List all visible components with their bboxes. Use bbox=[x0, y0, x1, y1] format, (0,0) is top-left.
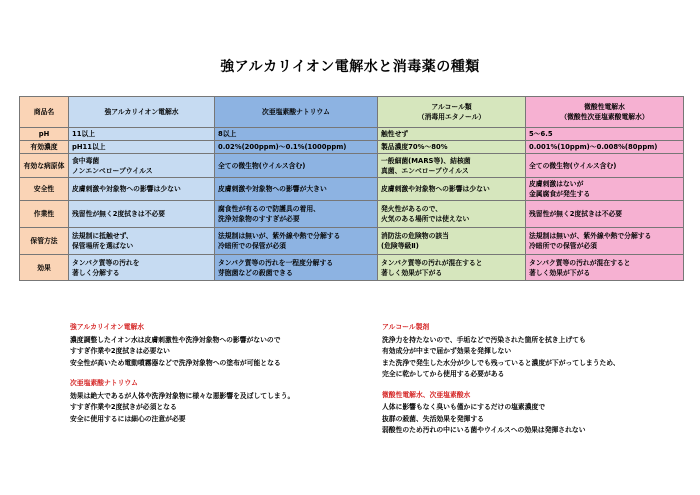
row-label: 安全性 bbox=[20, 178, 69, 201]
cell-text: 皮膚刺激はないが bbox=[529, 180, 584, 188]
table-row bbox=[20, 201, 684, 228]
note-heading: 次亜塩素酸ナトリウム bbox=[70, 379, 138, 387]
cell-text: 法規制は無いが、紫外線や熱で分解する bbox=[218, 232, 341, 240]
note-line: すすぎ作業や2度拭きが必須となる bbox=[70, 403, 177, 411]
cell-text: 真菌、エンベロープウイルス bbox=[381, 166, 469, 175]
note-heading: 微酸性電解水、次亜塩素酸水 bbox=[382, 390, 471, 399]
table-cell bbox=[526, 128, 684, 141]
note-line: 安全性が高いため電動噴霧器などで洗浄対象物への塗布が可能となる bbox=[70, 358, 281, 367]
table-header-row bbox=[20, 97, 684, 128]
note-line: 安全に使用するには細心の注意が必要 bbox=[70, 414, 186, 423]
cell-text: 0.02%(200ppm)～0.1%(1000ppm) bbox=[218, 143, 347, 151]
table-cell bbox=[69, 128, 215, 141]
note-line: すすぎ作業や2度拭きは必要ない bbox=[70, 347, 170, 355]
note-heading: アルコール製剤 bbox=[382, 323, 430, 331]
cell-text: 触性せず bbox=[381, 130, 409, 138]
row-label: 効果 bbox=[20, 255, 69, 281]
note-line: 人体に影響もなく臭いも僅かにするだけの塩素濃度で bbox=[382, 403, 546, 411]
cell-text: タンパク質等の汚れを一程度分解する bbox=[218, 258, 334, 267]
table-row bbox=[20, 255, 684, 281]
cell-text: 残留性が無く2度拭きは不必要 bbox=[72, 210, 166, 218]
table-cell bbox=[215, 178, 378, 201]
header-text: （消毒用エタノール） bbox=[417, 113, 486, 121]
table-cell bbox=[526, 228, 684, 255]
cell-text: 冷暗所での保管が必須 bbox=[529, 242, 597, 250]
cell-text: 芽胞菌などの殺菌できる bbox=[218, 268, 293, 277]
cell-text: 法規制に抵触せず、 bbox=[72, 232, 133, 240]
table-row bbox=[20, 154, 684, 178]
cell-text: 全ての微生物(ウイルス含む) bbox=[218, 161, 306, 170]
table-cell bbox=[378, 178, 526, 201]
cell-text: 残留性が無く2度拭きは不必要 bbox=[529, 210, 623, 218]
table-cell bbox=[69, 255, 215, 281]
cell-text: (危険等級Ⅱ) bbox=[381, 242, 419, 250]
row-label: 保管方法 bbox=[20, 228, 69, 255]
table-cell bbox=[526, 201, 684, 228]
column-header bbox=[526, 97, 684, 128]
table-cell bbox=[378, 255, 526, 281]
cell-text: 皮膚刺激や対象物への影響は少ない bbox=[381, 185, 490, 193]
page-title: 強アルカリイオン電解水と消毒薬の種類 bbox=[220, 59, 480, 75]
cell-text: pH11以上 bbox=[72, 143, 106, 151]
table-cell bbox=[526, 141, 684, 154]
table-row bbox=[20, 128, 684, 141]
table-cell bbox=[378, 141, 526, 154]
table-cell bbox=[378, 228, 526, 255]
table-cell bbox=[526, 178, 684, 201]
table-row bbox=[20, 228, 684, 255]
table-cell bbox=[378, 128, 526, 141]
note-line: 抜群の殺菌、失活効果を発揮する bbox=[382, 414, 484, 423]
note-line: 効果は絶大であるが人体や洗浄対象物に様々な悪影響を及ぼしてしまう。 bbox=[70, 391, 295, 400]
column-header bbox=[215, 97, 378, 128]
cell-text: 皮膚刺激や対象物への影響が大きい bbox=[218, 185, 327, 193]
note-line: 完全に乾かしてから使用する必要がある bbox=[382, 370, 505, 378]
cell-text: 保管場所を選ばない bbox=[72, 242, 134, 250]
note-line: 有効成分が中まで届かず効果を発揮しない bbox=[382, 347, 512, 355]
table-cell bbox=[69, 141, 215, 154]
cell-text: 製品濃度70%～80% bbox=[381, 143, 448, 151]
cell-text: 法規制は無いが、紫外線や熱で分解する bbox=[529, 232, 652, 240]
row-label: 作業性 bbox=[20, 201, 69, 228]
cell-text: 食中毒菌 bbox=[72, 156, 100, 165]
cell-text: 発火性があるので、 bbox=[381, 205, 443, 213]
table-cell bbox=[215, 154, 378, 178]
table-cell bbox=[526, 255, 684, 281]
cell-text: ノンエンベロープウイルス bbox=[72, 166, 153, 175]
table-row bbox=[20, 141, 684, 154]
table-row bbox=[20, 178, 684, 201]
note-line: 弱酸性のため汚れの中にいる菌やウイルスへの効果は発揮されない bbox=[382, 426, 586, 434]
notes-left bbox=[70, 322, 294, 425]
cell-text: 腐食性が有るので防護具の着用、 bbox=[218, 205, 320, 213]
header-text: アルコール類 bbox=[431, 103, 472, 111]
table-cell bbox=[215, 228, 378, 255]
table-cell bbox=[526, 154, 684, 178]
note-line: 濃度調整したイオン水は皮膚刺激性や洗浄対象物への影響がないので bbox=[70, 335, 281, 344]
table-cell bbox=[378, 154, 526, 178]
cell-text: 5～6.5 bbox=[529, 130, 553, 138]
column-header bbox=[69, 97, 215, 128]
header-text: 次亜塩素酸ナトリウム bbox=[262, 108, 330, 116]
note-line: また洗浄で発生した水分が少しでも残っていると濃度が下がってしまうため、 bbox=[382, 358, 620, 367]
cell-text: タンパク質等の汚れを bbox=[72, 258, 140, 267]
cell-text: タンパク質等の汚れが混在すると bbox=[529, 258, 631, 267]
table-cell bbox=[215, 128, 378, 141]
cell-text: 全ての微生物(ウイルス含む) bbox=[529, 161, 617, 170]
table-cell bbox=[378, 201, 526, 228]
cell-text: 8以上 bbox=[218, 130, 237, 138]
table-cell bbox=[69, 178, 215, 201]
cell-text: 消防法の危険物の該当 bbox=[381, 232, 449, 240]
cell-text: 著しく分解する bbox=[72, 268, 120, 277]
cell-text: 皮膚刺激や対象物への影響は少ない bbox=[72, 185, 181, 193]
header-text: 商品名 bbox=[33, 108, 55, 116]
row-label: 有効濃度 bbox=[20, 141, 69, 154]
cell-text: 著しく効果が下がる bbox=[529, 268, 591, 277]
table-cell bbox=[215, 255, 378, 281]
cell-text: 一般細菌(MARS等)、結核菌 bbox=[381, 156, 471, 165]
table-cell bbox=[69, 201, 215, 228]
note-heading: 強アルカリイオン電解水 bbox=[70, 323, 145, 331]
cell-text: 火気のある場所では使えない bbox=[381, 215, 470, 223]
table-cell bbox=[215, 201, 378, 228]
cell-text: 冷暗所での保管が必須 bbox=[218, 242, 286, 250]
cell-text: 11以上 bbox=[72, 130, 96, 138]
cell-text: タンパク質等の汚れが混在すると bbox=[381, 258, 483, 267]
cell-text: 金属腐食が発生する bbox=[529, 190, 591, 198]
cell-text: 洗浄対象物のすすぎが必要 bbox=[218, 215, 300, 223]
table-cell bbox=[69, 228, 215, 255]
comparison-table bbox=[19, 96, 684, 281]
header-text: 強アルカリイオン電解水 bbox=[104, 108, 179, 116]
notes-right bbox=[382, 322, 620, 437]
note-line: 洗浄力を持たないので、手垢などで汚染された箇所を拭き上げても bbox=[382, 335, 586, 344]
column-header bbox=[378, 97, 526, 128]
table-cell bbox=[69, 154, 215, 178]
header-text: 微酸性電解水 bbox=[584, 103, 625, 111]
header-corner bbox=[20, 97, 69, 128]
row-label: 有効な病原体 bbox=[20, 154, 69, 178]
table-cell bbox=[215, 141, 378, 154]
header-text: （微酸性次亜塩素酸電解水） bbox=[560, 113, 649, 121]
cell-text: 0.001%(10ppm)～0.008%(80ppm) bbox=[529, 143, 658, 151]
cell-text: 著しく効果が下がる bbox=[381, 268, 443, 277]
row-label: pH bbox=[20, 128, 69, 141]
